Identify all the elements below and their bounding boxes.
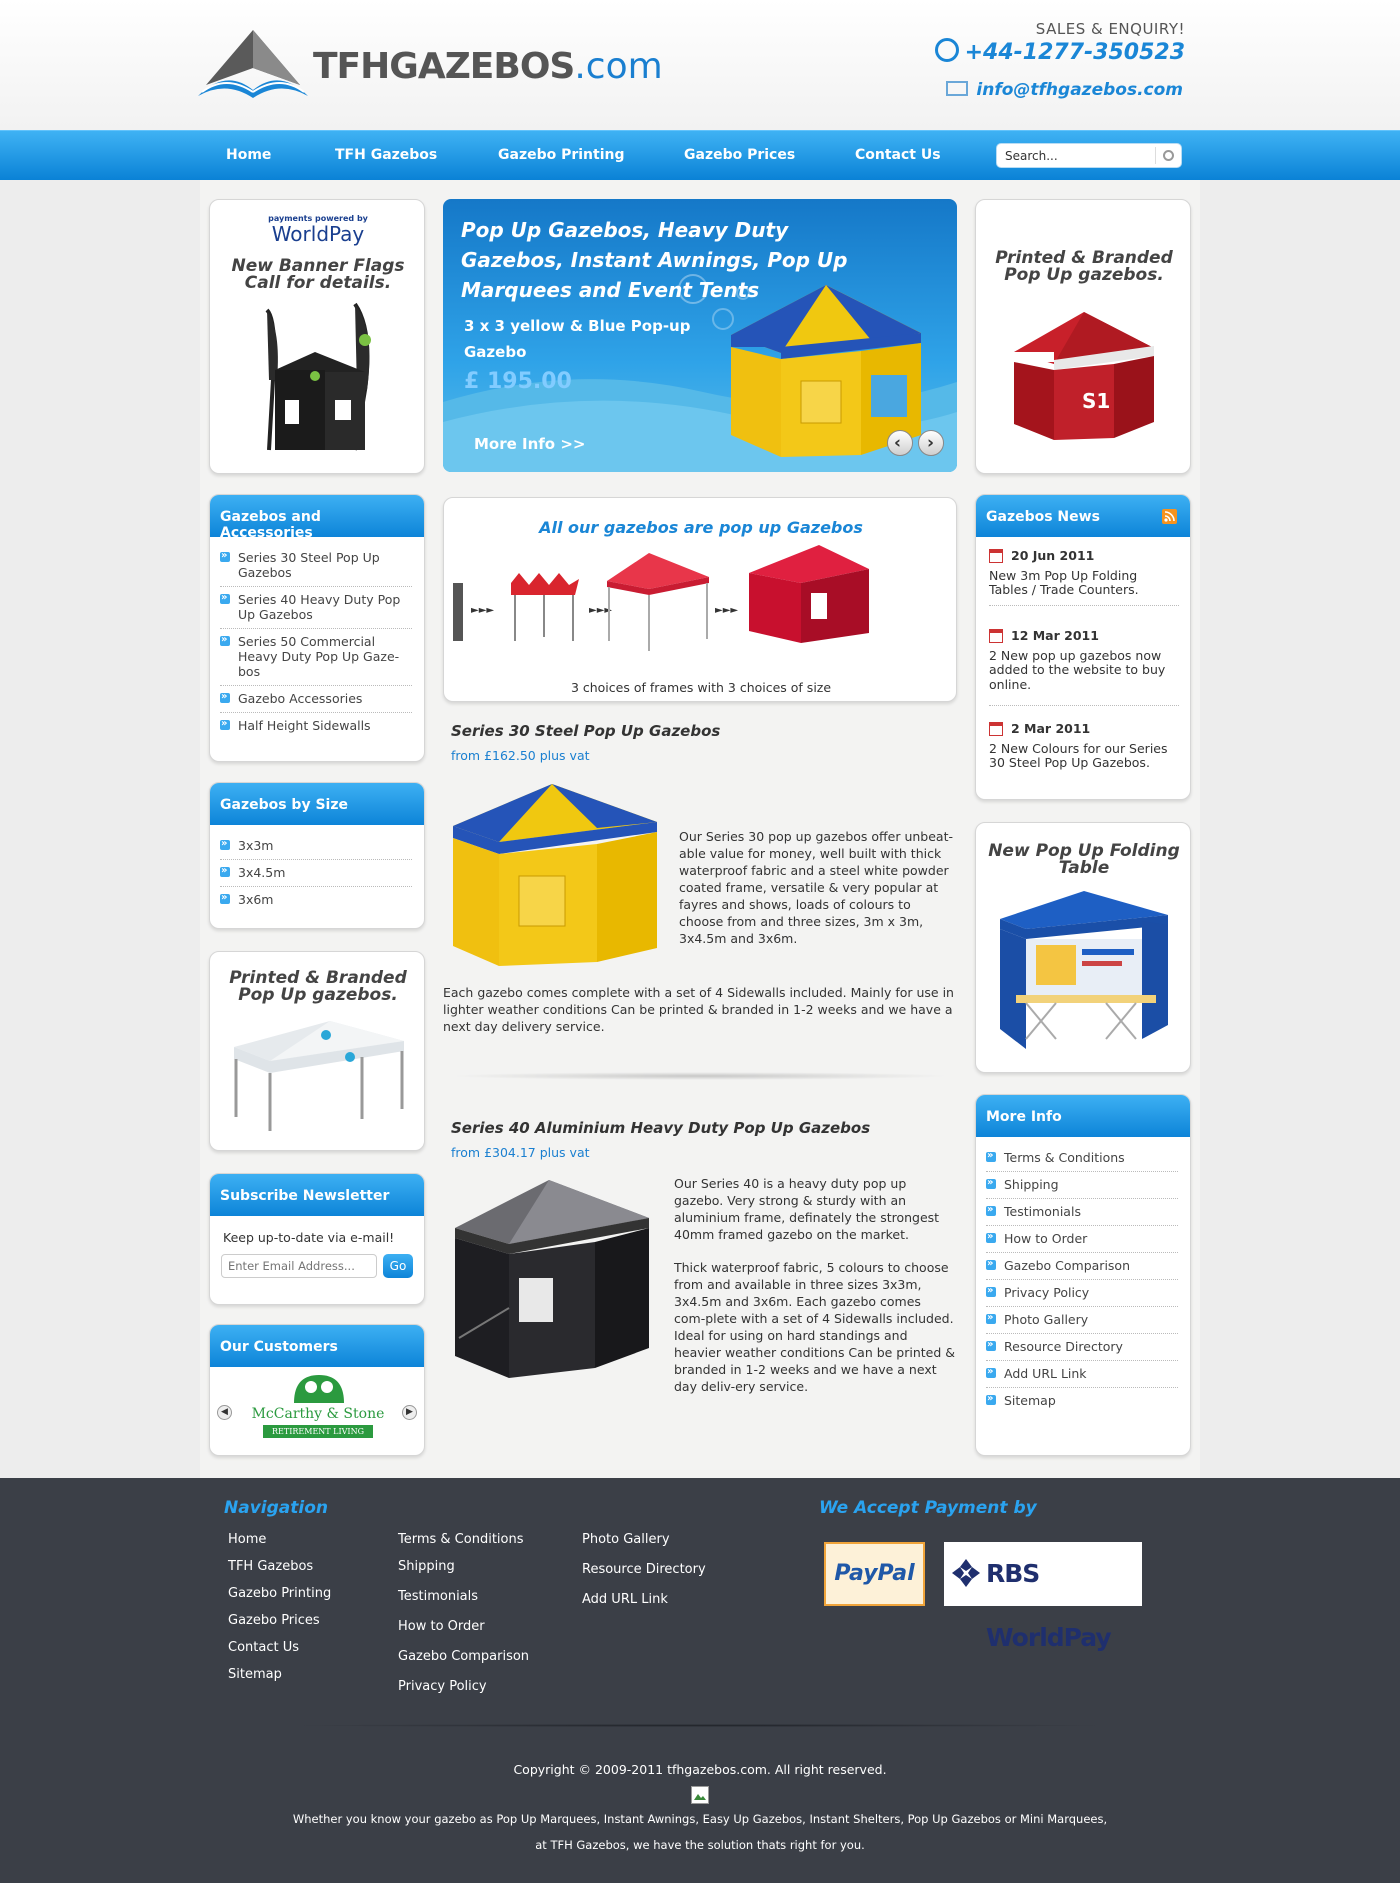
nav-tfh-gazebos[interactable]: TFH Gazebos <box>335 147 438 163</box>
nav-home[interactable]: Home <box>226 147 272 163</box>
arrow-bullet-icon <box>220 594 230 604</box>
logo-icon[interactable] <box>198 30 308 100</box>
search-icon[interactable] <box>1155 147 1177 164</box>
customer-logo-name: McCarthy & Stone <box>251 1406 385 1422</box>
email-text: info@tfhgazebos.com <box>976 80 1183 100</box>
list-item[interactable] <box>986 1226 1178 1253</box>
more-info-list <box>976 1137 1190 1414</box>
payment-title: We Accept Payment by <box>819 1498 1037 1518</box>
sales-label: SALES & ENQUIRY! <box>1035 20 1185 38</box>
folding-table-title: New Pop Up Folding Table <box>988 841 1180 878</box>
printed-gazebo-white-image <box>230 1017 408 1137</box>
folding-table-image <box>996 889 1172 1059</box>
list-item[interactable] <box>986 1199 1178 1226</box>
phone-number <box>935 40 1185 65</box>
footer-nav-title: Navigation <box>224 1498 328 1518</box>
accessories-heading: Gazebos and Accessories <box>210 495 424 537</box>
accessories-list <box>210 537 424 739</box>
newsletter-heading: Subscribe Newsletter <box>210 1174 424 1216</box>
list-item[interactable] <box>220 833 412 860</box>
series40-gazebo-image <box>449 1178 659 1383</box>
popup-frames-title: All our gazebos are pop up Gazebos <box>539 518 863 537</box>
phone-text: +44-1277-350523 <box>964 40 1185 65</box>
by-size-heading: Gazebos by Size <box>210 783 424 825</box>
main-nav <box>0 130 1400 180</box>
customer-logo-tagline: RETIREMENT LIVING <box>263 1425 373 1438</box>
list-item-label: Series 50 Commercial Heavy Duty Pop Up Gaze-bos <box>238 634 400 679</box>
news-item[interactable] <box>989 549 1179 598</box>
footer-tagline-1: Whether you know your gazebo as Pop Up Marquees, Instant Awnings, Easy Up Gazebos, Instant Shelters, Pop Up Gazebos or Mini Marquees, <box>292 1812 1108 1826</box>
list-item-label: Series 30 Steel Pop Up Gazebos <box>238 550 380 580</box>
list-item-label: Gazebo Comparison <box>1004 1258 1130 1273</box>
hero-slider[interactable] <box>443 199 957 472</box>
worldpay-logo: WorldPay <box>271 222 365 246</box>
footer-divider <box>290 1724 1110 1727</box>
list-item[interactable] <box>220 686 412 713</box>
arrow-bullet-icon <box>220 840 230 850</box>
arrow-bullet-icon <box>986 1260 996 1270</box>
list-item[interactable] <box>220 713 412 739</box>
mccarthy-stone-logo-icon <box>294 1373 344 1403</box>
list-item-label: 3x4.5m <box>238 865 286 880</box>
list-item-label: Series 40 Heavy Duty Pop Up Gazebos <box>238 592 401 622</box>
slider-subtitle: 3 x 3 yellow & Blue Pop-up Gazebo <box>464 317 691 361</box>
rbs-daisy-icon <box>950 1557 982 1589</box>
list-item-label: Testimonials <box>1004 1204 1081 1219</box>
news-divider <box>989 705 1179 706</box>
arrow-bullet-icon <box>986 1233 996 1243</box>
search-input[interactable] <box>997 144 1147 167</box>
customers-heading: Our Customers <box>210 1325 424 1367</box>
footer-link-contact-us[interactable]: Contact Us <box>228 1640 299 1655</box>
paypal-logo: PayPal <box>824 1542 925 1606</box>
logo-main: TFHGAZEBOS <box>313 46 575 87</box>
arrow-bullet-icon <box>986 1341 996 1351</box>
list-item[interactable] <box>220 629 412 686</box>
printed-branded-title-left: Printed & Branded Pop Up gazebos. <box>229 968 407 1005</box>
printed-branded-title-right: Printed & Branded Pop Up gazebos. <box>995 248 1173 285</box>
news-divider <box>989 605 1179 606</box>
news-text: New 3m Pop Up Folding Tables / Trade Counters. <box>989 567 1139 597</box>
section-divider <box>450 1072 950 1080</box>
arrow-bullet-icon <box>986 1152 996 1162</box>
list-item[interactable] <box>220 887 412 913</box>
banner-flags-promo[interactable] <box>209 199 425 474</box>
series40-price: from £304.17 plus vat <box>451 1145 590 1160</box>
footer-link-privacy-policy[interactable]: Privacy Policy <box>398 1679 487 1694</box>
list-item[interactable] <box>986 1361 1178 1388</box>
arrow-bullet-icon <box>986 1395 996 1405</box>
newsletter-text: Keep up-to-date via e-mail! <box>223 1230 395 1245</box>
news-date: 20 Jun 2011 <box>1011 548 1095 563</box>
list-item[interactable] <box>986 1253 1178 1280</box>
list-item[interactable] <box>220 587 412 629</box>
banner-flags-title: New Banner Flags Call for details. <box>231 256 405 293</box>
news-box <box>975 494 1191 800</box>
rbs-worldpay-text: RBS WorldPay <box>986 1559 1111 1652</box>
list-item[interactable] <box>986 1388 1178 1414</box>
news-heading <box>976 495 1190 537</box>
list-item-label: Gazebo Accessories <box>238 691 363 706</box>
arrow-bullet-icon <box>220 636 230 646</box>
chevron-left-icon: ‹ <box>894 433 902 453</box>
slider-next-button[interactable] <box>918 430 944 456</box>
news-item[interactable] <box>989 722 1179 771</box>
arrow-bullet-icon <box>220 867 230 877</box>
popup-stages-image <box>449 543 953 658</box>
mail-icon <box>946 81 968 96</box>
arrow-bullet-icon <box>220 894 230 904</box>
nav-gazebo-prices[interactable]: Gazebo Prices <box>684 147 796 163</box>
footer-tagline-2: at TFH Gazebos, we have the solution thats right for you. <box>535 1838 865 1852</box>
series30-gazebo-image <box>447 780 662 970</box>
list-item-label: 3x3m <box>238 838 274 853</box>
list-item-label: Privacy Policy <box>1004 1285 1090 1300</box>
list-item-label: Add URL Link <box>1004 1366 1087 1381</box>
list-item-label: Half Height Sidewalls <box>238 718 371 733</box>
search-box <box>996 143 1182 168</box>
popup-frames-box <box>443 497 957 702</box>
rss-icon[interactable] <box>1162 509 1177 524</box>
footer-link-shipping[interactable]: Shipping <box>398 1559 455 1574</box>
series40-title[interactable]: Series 40 Aluminium Heavy Duty Pop Up Gazebos <box>451 1119 871 1137</box>
list-item-label: How to Order <box>1004 1231 1088 1246</box>
arrow-bullet-icon <box>986 1368 996 1378</box>
subscribe-go-button[interactable]: Go <box>383 1254 413 1278</box>
news-heading-label: Gazebos News <box>986 509 1100 525</box>
list-item-label: Photo Gallery <box>1004 1312 1089 1327</box>
list-item-label: Sitemap <box>1004 1393 1056 1408</box>
footer-link-resource-directory[interactable]: Resource Directory <box>582 1562 706 1577</box>
site-header <box>0 0 1400 130</box>
phone-icon <box>935 38 959 62</box>
arrow-bullet-icon <box>220 552 230 562</box>
news-text: 2 New pop up gazebos now added to the website to buy online. <box>989 647 1166 692</box>
by-size-box <box>209 782 425 929</box>
list-item-label: Resource Directory <box>1004 1339 1123 1354</box>
email-field[interactable] <box>221 1254 377 1278</box>
news-item[interactable] <box>989 629 1179 692</box>
series30-title[interactable]: Series 30 Steel Pop Up Gazebos <box>451 722 721 740</box>
email-link[interactable] <box>946 80 1183 100</box>
slider-prev-button[interactable] <box>887 430 913 456</box>
slider-price: £ 195.00 <box>464 369 572 394</box>
footer-link-add-url[interactable]: Add URL Link <box>582 1592 668 1607</box>
news-date: 12 Mar 2011 <box>1011 628 1099 643</box>
nav-contact-us[interactable]: Contact Us <box>855 147 941 163</box>
series30-price: from £162.50 plus vat <box>451 748 590 763</box>
logo-text[interactable] <box>313 46 663 87</box>
more-info-heading: More Info <box>976 1095 1190 1137</box>
series40-description-extra: Thick waterproof fabric, 5 colours to choose from and available in three sizes 3x3m, 3x4.5m and 3x6m. Each gazebo comes com-plete with a set of 4 Sidewalls included. Ideal for using on hard standings and heavier weather conditions Can be printed & branded in 1-2 weeks and we have a next day deliv-ery service. <box>674 1260 956 1394</box>
list-item[interactable] <box>986 1334 1178 1361</box>
svg-text:►►►: ►►► <box>715 605 739 616</box>
more-info-box <box>975 1094 1191 1456</box>
logo-suffix: .com <box>574 46 663 87</box>
arrow-bullet-icon <box>220 720 230 730</box>
svg-text:►►►: ►►► <box>471 605 495 616</box>
series30-description: Our Series 30 pop up gazebos offer unbeat-able value for money, well built with thick waterproof fabric and a steel white powder coated frame, versatile & very popular at fayres and shows, loads of colours to choose from and three sizes, 3m x 3m, 3x4.5m and 3x6m. <box>679 829 954 946</box>
list-item[interactable] <box>986 1280 1178 1307</box>
triangle-right-icon: ▶ <box>406 1407 413 1417</box>
triangle-left-icon: ◀ <box>221 1407 228 1417</box>
footer-link-terms[interactable]: Terms & Conditions <box>398 1532 524 1547</box>
footer-link-gazebo-comparison[interactable]: Gazebo Comparison <box>398 1649 530 1664</box>
footer-link-home[interactable]: Home <box>228 1532 267 1547</box>
customers-box <box>209 1324 425 1456</box>
footer-link-gazebo-printing[interactable]: Gazebo Printing <box>228 1586 332 1601</box>
arrow-bullet-icon <box>986 1179 996 1189</box>
banner-flags-image <box>255 300 385 460</box>
printed-gazebo-red-image <box>1004 312 1164 442</box>
footer-link-gazebo-prices[interactable]: Gazebo Prices <box>228 1613 320 1628</box>
list-item-label: 3x6m <box>238 892 274 907</box>
folding-table-promo[interactable] <box>975 822 1191 1073</box>
footer-link-tfh-gazebos[interactable]: TFH Gazebos <box>228 1559 314 1574</box>
popup-frames-caption: 3 choices of frames with 3 choices of size <box>570 680 832 695</box>
nav-gazebo-printing[interactable]: Gazebo Printing <box>498 147 625 163</box>
list-item[interactable] <box>220 860 412 887</box>
printed-branded-promo-right[interactable] <box>975 199 1191 474</box>
slider-more-info-link[interactable]: More Info >> <box>474 435 586 453</box>
svg-text:S1: S1 <box>1082 389 1111 413</box>
chevron-right-icon: › <box>927 433 935 453</box>
footer-link-photo-gallery[interactable]: Photo Gallery <box>582 1532 670 1547</box>
news-text: 2 New Colours for our Series 30 Steel Pop Up Gazebos. <box>989 740 1168 770</box>
newsletter-box <box>209 1173 425 1305</box>
accessories-box <box>209 494 425 762</box>
list-item[interactable] <box>220 545 412 587</box>
broken-image-icon <box>691 1786 709 1804</box>
calendar-icon <box>989 549 1003 563</box>
by-size-list <box>210 825 424 913</box>
arrow-bullet-icon <box>986 1314 996 1324</box>
series40-description: Our Series 40 is a heavy duty pop up gazebo. Very strong & sturdy with an aluminium frame, definately the strongest 40mm framed gazebo on the market. <box>674 1176 940 1242</box>
rbs-worldpay-logo <box>944 1542 1142 1652</box>
arrow-bullet-icon <box>986 1287 996 1297</box>
arrow-bullet-icon <box>220 693 230 703</box>
calendar-icon <box>989 629 1003 643</box>
footer-link-testimonials[interactable]: Testimonials <box>398 1589 479 1604</box>
worldpay-small-text: payments powered by <box>268 214 368 223</box>
calendar-icon <box>989 722 1003 736</box>
footer-link-sitemap[interactable]: Sitemap <box>228 1667 282 1682</box>
list-item-label: Shipping <box>1004 1177 1059 1192</box>
arrow-bullet-icon <box>986 1206 996 1216</box>
copyright-text: Copyright © 2009-2011 tfhgazebos.com. All right reserved. <box>513 1762 887 1777</box>
list-item[interactable] <box>986 1145 1178 1172</box>
news-date: 2 Mar 2011 <box>1011 721 1091 736</box>
svg-text:►►►: ►►► <box>589 605 613 616</box>
series30-description-extra: Each gazebo comes complete with a set of 4 Sidewalls included. Mainly for use in lighter weather conditions Can be printed & branded in 1-2 weeks and we have a next day delivery service. <box>443 985 954 1034</box>
list-item[interactable] <box>986 1307 1178 1334</box>
site-footer <box>0 1478 1400 1883</box>
footer-link-how-to-order[interactable]: How to Order <box>398 1619 485 1634</box>
list-item-label: Terms & Conditions <box>1004 1150 1125 1165</box>
list-item[interactable] <box>986 1172 1178 1199</box>
slider-title: Pop Up Gazebos, Heavy Duty Gazebos, Instant Awnings, Pop Up Marquees and Event Tents <box>461 218 848 302</box>
printed-branded-promo-left[interactable] <box>209 951 425 1151</box>
